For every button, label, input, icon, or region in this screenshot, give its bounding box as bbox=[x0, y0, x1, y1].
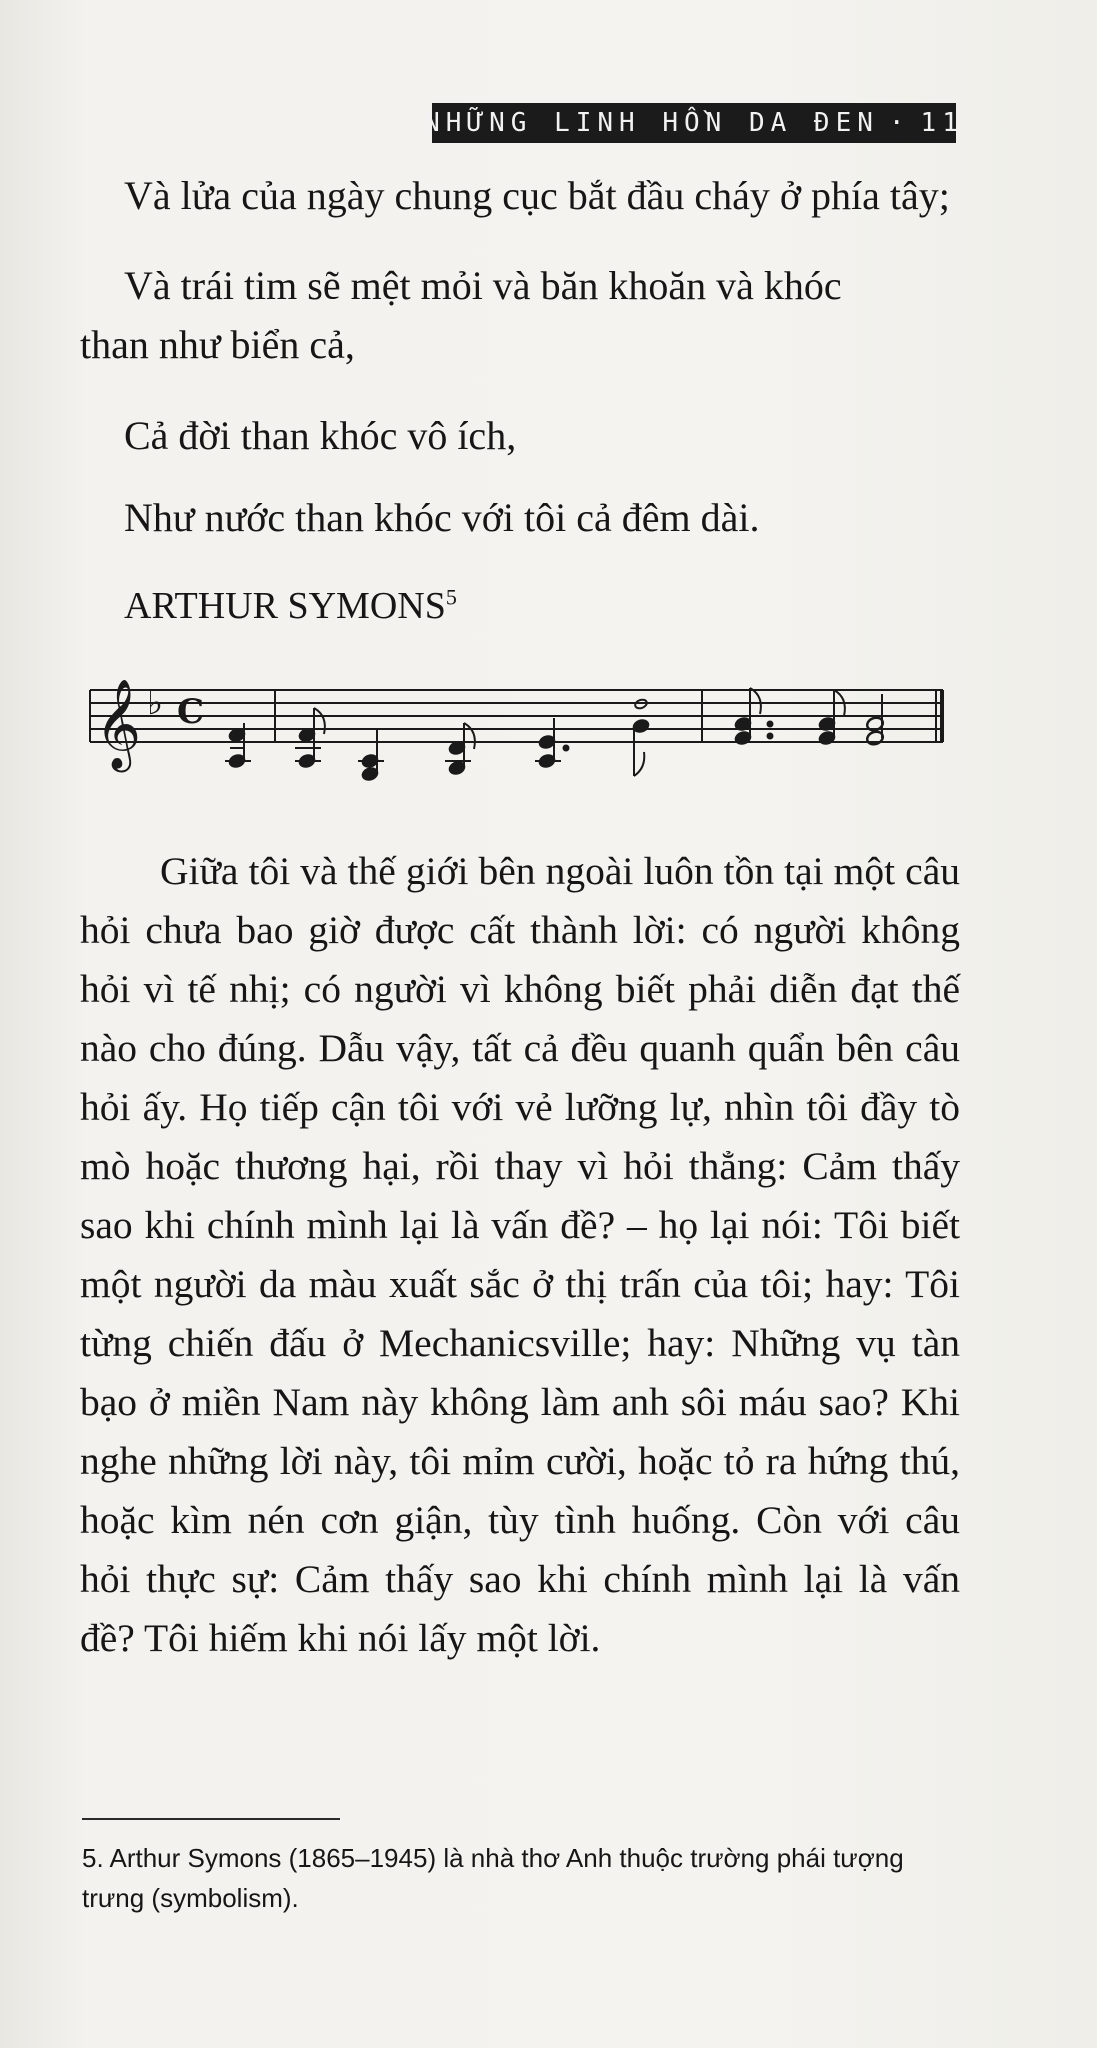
poem-line-4: Như nước than khóc với tôi cả đêm dài. bbox=[124, 495, 760, 540]
poem-line-2-start: Và trái tim sẽ mệt mỏi và băn khoăn và khóc bbox=[124, 263, 842, 308]
measure-3-notes bbox=[733, 688, 884, 746]
poem-attribution bbox=[124, 582, 457, 630]
poem-line-2-continuation: than như biển cả, bbox=[80, 322, 355, 367]
attribution-name: ARTHUR SYMONS bbox=[124, 585, 446, 627]
common-time-icon: C bbox=[177, 692, 205, 732]
footnote-divider bbox=[82, 1818, 340, 1820]
poem-line-3: Cả đời than khóc vô ích, bbox=[124, 413, 517, 458]
staff-lines bbox=[90, 690, 943, 742]
running-header bbox=[424, 103, 964, 143]
main-paragraph: Giữa tôi và thế giới bên ngoài luôn tồn tại một câu hỏi chưa bao giờ được cất thành lời: có người không hỏi vì tế nhị; có người vì không biết phải diễn đạt thế nào cho đúng. Dẫu vậy, tất cả đều quanh quẩn bên câu hỏi ấy. Họ tiếp cận tôi với vẻ lưỡng lự, nhìn tôi đầy tò mò hoặc thương hại, rồi thay vì hỏi thẳng: Cảm thấy sao khi chính mình lại là vấn đề? – họ lại nói: Tôi biết một người da màu xuất sắc ở thị trấn của tôi; hay: Tôi từng chiến đấu ở Mechanicsville; hay: Những vụ tàn bạo ở miền Nam này không làm anh sôi máu sao? Khi nghe những lời này, tôi mỉm cười, hoặc tỏ ra hứng thú, hoặc kìm nén cơn giận, tùy tình huống. Còn với câu hỏi thực sự: Cảm thấy sao khi chính mình lại là vấn đề? Tôi hiếm khi nói lấy một lời. bbox=[80, 849, 960, 1660]
footnote-5: 5. Arthur Symons (1865–1945) là nhà thơ Anh thuộc trường phái tượng trưng (symbolism). bbox=[82, 1843, 904, 1913]
music-score bbox=[85, 668, 945, 788]
poem-line-1: Và lửa của ngày chung cục bắt đầu cháy ở phía tây; bbox=[124, 173, 950, 218]
running-title: NHỮNG LINH HỒN DA ĐEN bbox=[424, 108, 879, 138]
header-separator: · bbox=[888, 108, 911, 138]
poem-line-2 bbox=[80, 256, 960, 374]
treble-clef-icon: 𝄞 bbox=[95, 679, 142, 769]
footnote-reference: 5 bbox=[445, 584, 457, 610]
page-number: 11 bbox=[920, 108, 964, 138]
measure-2-notes bbox=[295, 698, 651, 782]
key-signature-flat-icon: ♭ bbox=[147, 683, 164, 723]
